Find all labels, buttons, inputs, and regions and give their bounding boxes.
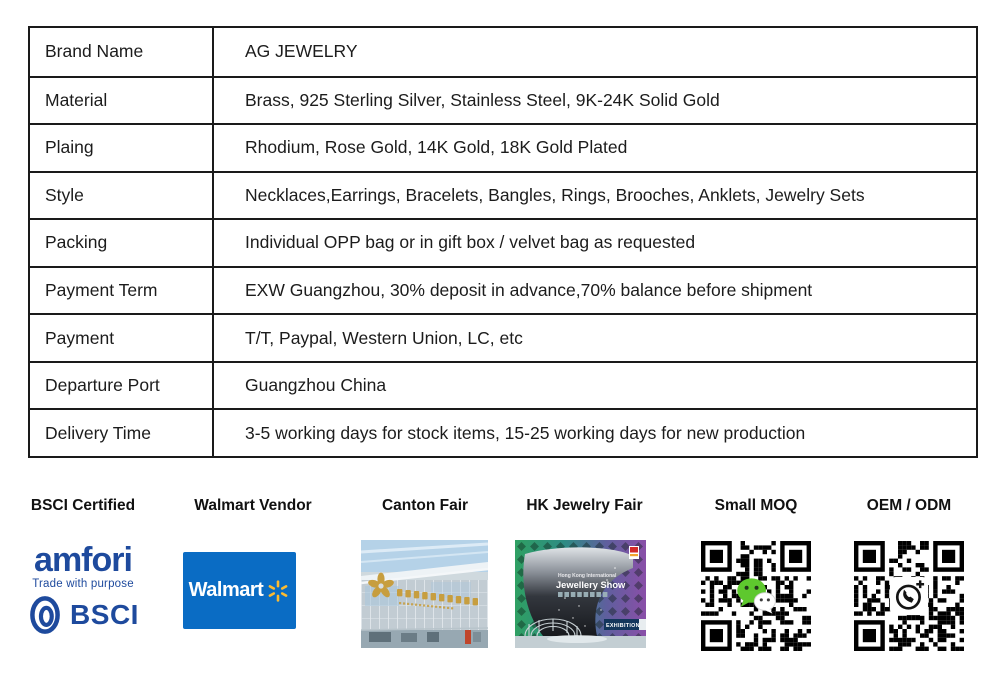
- row-label: Payment: [30, 315, 214, 361]
- hk-show-line1: Hong Kong International: [558, 573, 617, 579]
- badge-bsci-certified: [16, 497, 150, 641]
- table-row: [30, 313, 976, 361]
- row-value: Guangzhou China: [245, 375, 387, 396]
- wechat-qr-code: [697, 537, 815, 655]
- walmart-logo: [183, 552, 296, 629]
- row-value: Necklaces,Earrings, Bracelets, Bangles, Rings, Brooches, Anklets, Jewelry Sets: [245, 184, 865, 205]
- table-row: [30, 28, 976, 76]
- table-row: [30, 76, 976, 124]
- hk-show-line2: Jewellery Show: [556, 580, 626, 590]
- row-label: Plaing: [30, 125, 214, 171]
- wechat-icon: [735, 576, 777, 616]
- table-row: [30, 408, 976, 456]
- badge-small-moq: [690, 497, 822, 660]
- table-row: [30, 266, 976, 314]
- bsci-spiral-icon: [27, 594, 63, 636]
- row-label: Payment Term: [30, 268, 214, 314]
- amfori-tagline: Trade with purpose: [32, 578, 134, 590]
- whatsapp-phone-icon: [890, 577, 928, 615]
- bsci-wordmark: BSCI: [70, 599, 139, 630]
- badge-label: Canton Fair: [381, 497, 469, 514]
- badge-label: Small MOQ: [714, 497, 798, 514]
- table-row: [30, 123, 976, 171]
- spec-table: [28, 26, 978, 458]
- row-label: Departure Port: [30, 363, 214, 409]
- badge-label: HK Jewelry Fair: [526, 497, 643, 514]
- row-label: Delivery Time: [30, 410, 214, 456]
- row-label: Style: [30, 173, 214, 219]
- badge-label: OEM / ODM: [866, 497, 952, 514]
- row-value: T/T, Paypal, Western Union, LC, etc: [245, 327, 523, 348]
- badge-canton-fair: [355, 497, 495, 648]
- badge-label: Walmart Vendor: [194, 497, 312, 514]
- badge-oem-odm: [843, 497, 975, 660]
- table-row: [30, 218, 976, 266]
- row-value: EXW Guangzhou, 30% deposit in advance,70% balance before shipment: [245, 280, 813, 301]
- badge-hk-jewelry-fair: [512, 497, 657, 648]
- hk-jewelry-fair-photo: [515, 540, 646, 648]
- row-label: Packing: [30, 220, 214, 266]
- walmart-spark-icon: [266, 579, 290, 603]
- canton-fair-photo: [361, 540, 488, 648]
- row-value: AG JEWELRY: [245, 41, 358, 62]
- hk-exhibition-text: EXHIBITION: [606, 623, 640, 629]
- row-value: Rhodium, Rose Gold, 14K Gold, 18K Gold Plated: [245, 137, 628, 158]
- table-row: [30, 361, 976, 409]
- row-value: Individual OPP bag or in gift box / velvet bag as requested: [245, 232, 696, 253]
- row-value: Brass, 925 Sterling Silver, Stainless Steel, 9K-24K Solid Gold: [245, 89, 720, 110]
- row-label: Brand Name: [30, 28, 214, 76]
- amfori-bsci-logo: [27, 543, 139, 636]
- amfori-wordmark: amfori: [34, 541, 132, 579]
- table-row: [30, 171, 976, 219]
- walmart-wordmark: Walmart: [188, 579, 264, 601]
- badge-walmart-vendor: [183, 497, 323, 629]
- badge-label: BSCI Certified: [30, 497, 136, 514]
- whatsapp-qr-code: [850, 537, 968, 655]
- row-value: 3-5 working days for stock items, 15-25 working days for new production: [245, 422, 806, 443]
- row-label: Material: [30, 78, 214, 124]
